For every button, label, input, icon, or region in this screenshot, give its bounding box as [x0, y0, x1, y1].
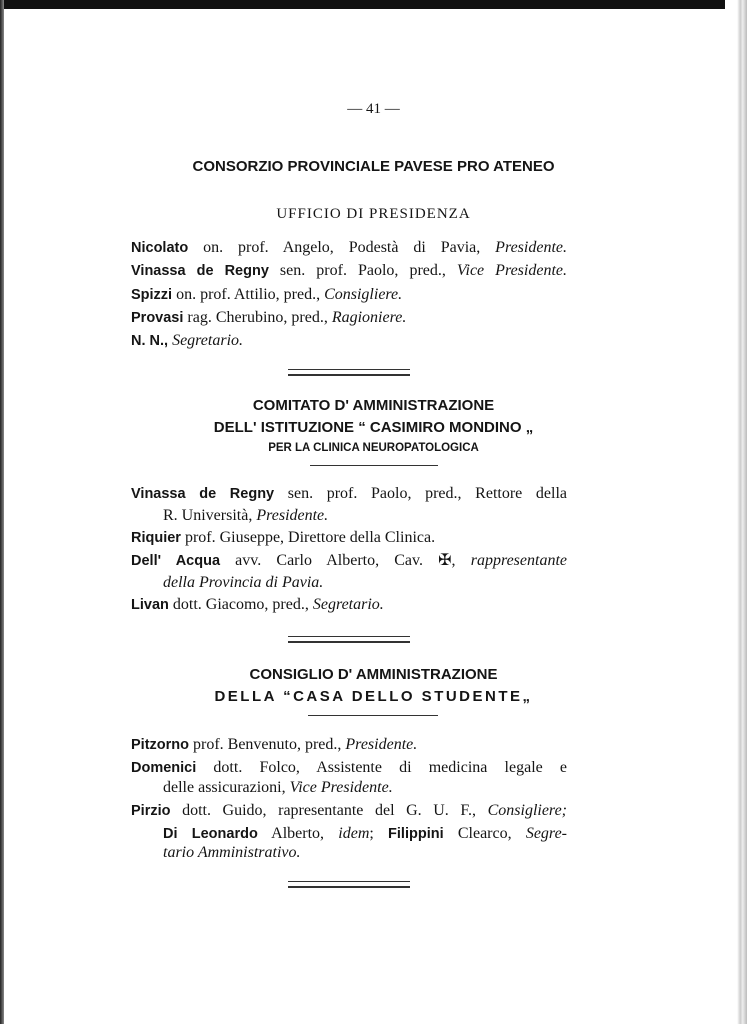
role-text: tario Amministrativo. — [163, 844, 301, 861]
role-text: Segretario. — [172, 332, 244, 349]
entry-line — [131, 261, 567, 281]
scan-right-edge — [725, 0, 747, 1024]
section-title-line2: DELLA “CASA DELLO STUDENTE„ — [214, 688, 533, 705]
role-text: Presidente. — [345, 736, 418, 753]
person-name: N. N., — [131, 333, 169, 349]
entry-text: delle assicurazioni, — [163, 779, 290, 796]
entry-text: sen. prof. Paolo, pred., — [268, 262, 457, 279]
entry-text: dott. Giacomo, pred., — [168, 596, 313, 613]
role-text: Segretario. — [312, 596, 384, 613]
entry-text: prof. Giuseppe, Direttore della Clinica. — [180, 529, 436, 546]
person-name: Spizzi — [131, 287, 173, 303]
role-text: Segre- — [525, 825, 567, 842]
title-underline — [308, 715, 438, 716]
page-number: — 41 — — [347, 101, 400, 117]
entry-text: prof. Benvenuto, pred., — [189, 736, 346, 753]
entry-line — [163, 824, 567, 844]
entry-line — [131, 595, 567, 615]
role-text: Vice Presidente. — [456, 262, 567, 279]
entry-line — [131, 801, 567, 821]
role-text: Ragioniere. — [331, 309, 407, 326]
section-title: COMITATO D' AMMINISTRAZIONE — [252, 397, 495, 414]
person-name: Livan — [131, 597, 169, 613]
person-name: Pitzorno — [131, 737, 189, 753]
person-name: Vinassa de Regny — [131, 486, 275, 502]
person-name: Nicolato — [131, 240, 189, 256]
entry-text: dott. Guido, rapresentante del G. U. F., — [170, 802, 488, 819]
title-underline — [310, 465, 438, 466]
person-name: Provasi — [131, 310, 184, 326]
section-divider — [288, 881, 410, 888]
role-text: idem — [338, 825, 370, 842]
entry-line — [163, 778, 567, 798]
person-name: Domenici — [131, 760, 197, 776]
entry-text: avv. Carlo Alberto, Cav. ✠, — [220, 552, 471, 569]
entry-text: on. prof. Angelo, Podestà di Pavia, — [188, 239, 496, 256]
role-text: della Provincia di Pavia. — [163, 574, 324, 591]
role-text: Presidente. — [256, 507, 329, 524]
entry-text: Alberto, — [257, 825, 339, 842]
role-text: Consigliere; — [487, 802, 567, 819]
entry-line — [131, 308, 567, 328]
entry-text: on. prof. Attilio, pred., — [172, 286, 325, 303]
entry-line — [163, 843, 567, 863]
entry-line — [163, 506, 567, 526]
entry-line — [131, 331, 567, 351]
scan-top-edge — [0, 0, 747, 9]
section-title-line2: DELL' ISTITUZIONE “ CASIMIRO MONDINO „ — [213, 419, 534, 436]
section-subtitle: UFFICIO DI PRESIDENZA — [276, 206, 471, 222]
entry-text: ; — [369, 825, 389, 842]
entry-line — [131, 285, 567, 305]
section-subtitle: PER LA CLINICA NEUROPATOLOGICA — [268, 442, 479, 454]
person-name: Di Leonardo — [163, 826, 258, 842]
role-text: Vice Presidente. — [289, 779, 393, 796]
person-name: Vinassa de Regny — [131, 263, 269, 279]
entry-line — [131, 484, 567, 504]
entry-line — [131, 735, 567, 755]
person-name: Filippini — [388, 826, 444, 842]
entry-text: dott. Folco, Assistente di medicina legale e — [196, 759, 567, 776]
entry-text: sen. prof. Paolo, pred., Rettore della — [274, 485, 567, 502]
scan-left-edge — [0, 0, 4, 1024]
section-title: CONSIGLIO D' AMMINISTRAZIONE — [249, 666, 498, 683]
person-name: Riquier — [131, 530, 181, 546]
entry-line — [131, 551, 567, 571]
person-name: Dell' Acqua — [131, 553, 221, 569]
entry-line — [163, 573, 567, 593]
section-divider — [288, 369, 410, 376]
entry-text: R. Università, — [163, 507, 257, 524]
section-title: CONSORZIO PROVINCIALE PAVESE PRO ATENEO — [192, 158, 555, 175]
entry-line — [131, 758, 567, 778]
entry-text: rag. Cherubino, pred., — [183, 309, 332, 326]
entry-line — [131, 238, 567, 258]
role-text: rappresentante — [470, 552, 567, 569]
section-divider — [288, 636, 410, 643]
entry-line — [131, 528, 567, 548]
entry-text: Clearco, — [443, 825, 526, 842]
role-text: Consigliere. — [324, 286, 403, 303]
person-name: Pirzio — [131, 803, 171, 819]
role-text: Presidente. — [495, 239, 567, 256]
